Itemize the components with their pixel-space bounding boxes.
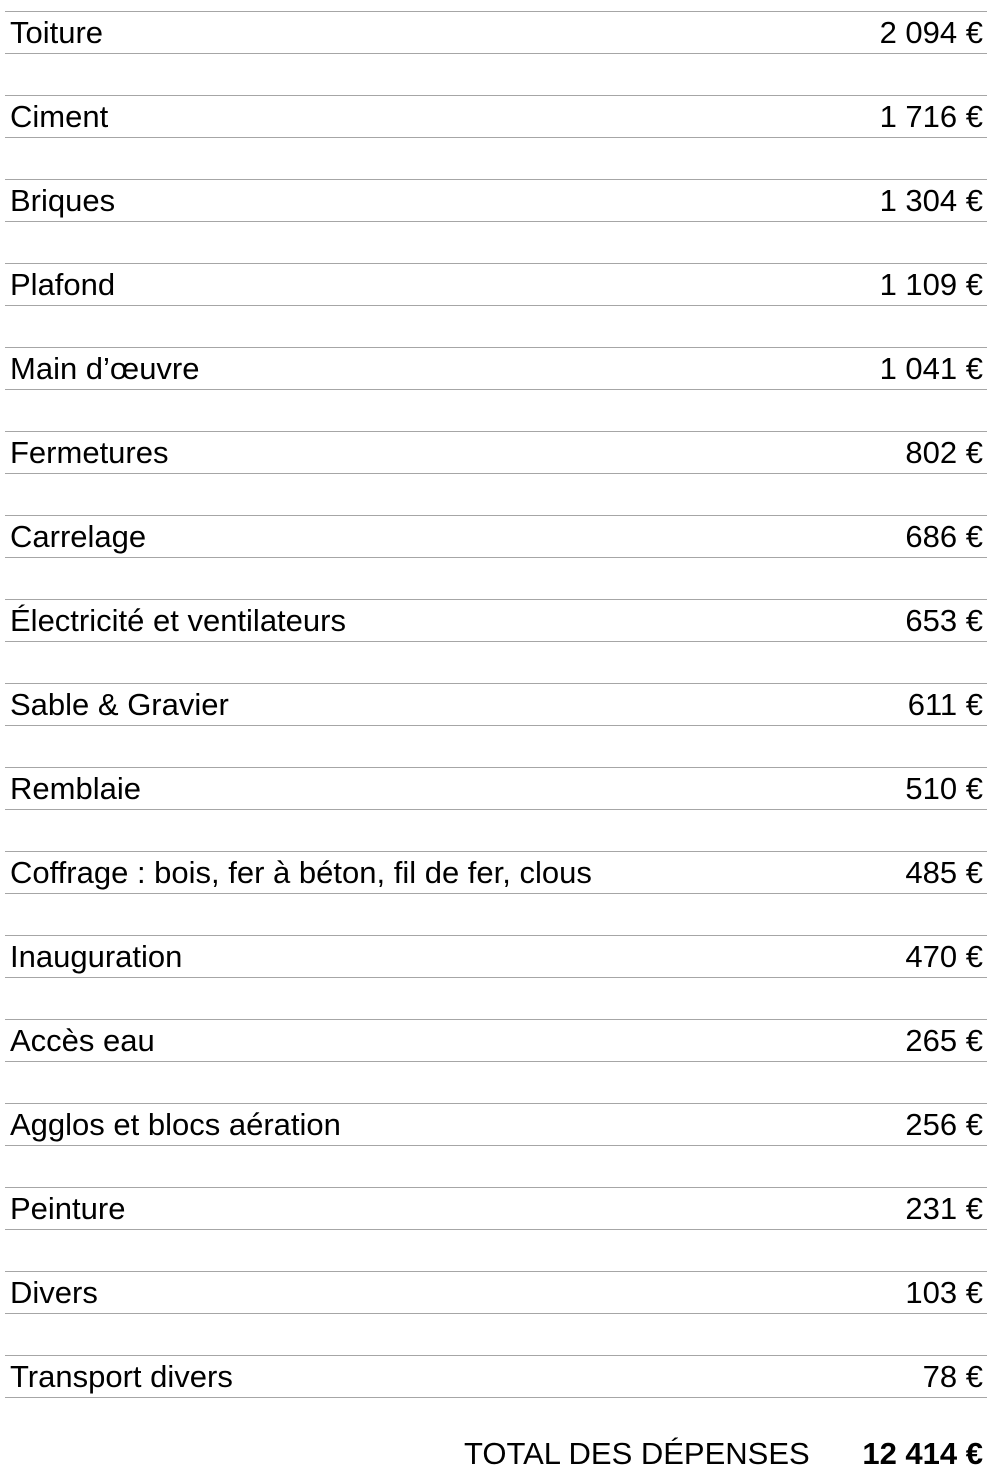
expense-amount: 78 € [922,1359,983,1394]
expense-label: Coffrage : bois, fer à béton, fil de fer, clous [10,855,592,890]
expense-row [5,599,987,642]
expense-amount: 265 € [905,1023,983,1058]
expense-row [5,431,987,474]
total-label: TOTAL DES DÉPENSES [464,1436,810,1471]
expense-label: Ciment [10,99,109,134]
expense-amount: 256 € [905,1107,983,1142]
expense-amount: 470 € [905,939,983,974]
expense-label: Peinture [10,1191,126,1226]
expense-amount: 231 € [905,1191,983,1226]
expense-row [5,683,987,726]
expense-amount: 1 304 € [879,183,983,218]
expense-amount: 802 € [905,435,983,470]
expense-row [5,263,987,306]
expense-label: Briques [10,183,116,218]
expense-row [5,347,987,390]
expense-amount: 2 094 € [879,15,983,50]
expense-amount: 510 € [905,771,983,806]
expense-amount: 1 716 € [879,99,983,134]
expense-amount: 485 € [905,855,983,890]
expense-label: Accès eau [10,1023,155,1058]
expense-label: Électricité et ventilateurs [10,603,346,638]
expense-label: Transport divers [10,1359,233,1394]
expense-amount: 611 € [907,687,983,722]
expense-row [5,1103,987,1146]
expense-row [5,1019,987,1062]
total-value: 12 414 € [862,1436,983,1471]
expense-row [5,935,987,978]
total-row [464,1433,983,1475]
expense-row [5,11,987,54]
expense-amount: 686 € [905,519,983,554]
expense-row [5,179,987,222]
expense-label: Divers [10,1275,98,1310]
expense-row [5,767,987,810]
expense-label: Main d’œuvre [10,351,200,386]
expense-row [5,1187,987,1230]
expense-label: Carrelage [10,519,147,554]
expense-amount: 1 041 € [879,351,983,386]
expense-row [5,515,987,558]
expense-amount: 103 € [905,1275,983,1310]
expense-amount: 1 109 € [879,267,983,302]
expense-label: Sable & Gravier [10,687,229,722]
expense-label: Fermetures [10,435,169,470]
expense-label: Plafond [10,267,116,302]
expense-amount: 653 € [905,603,983,638]
expense-label: Toiture [10,15,104,50]
expense-row [5,95,987,138]
expense-label: Inauguration [10,939,183,974]
expense-row [5,1355,987,1398]
expense-row [5,851,987,894]
expense-label: Agglos et blocs aération [10,1107,341,1142]
expense-table [5,11,987,1439]
expense-label: Remblaie [10,771,141,806]
expense-row [5,1271,987,1314]
